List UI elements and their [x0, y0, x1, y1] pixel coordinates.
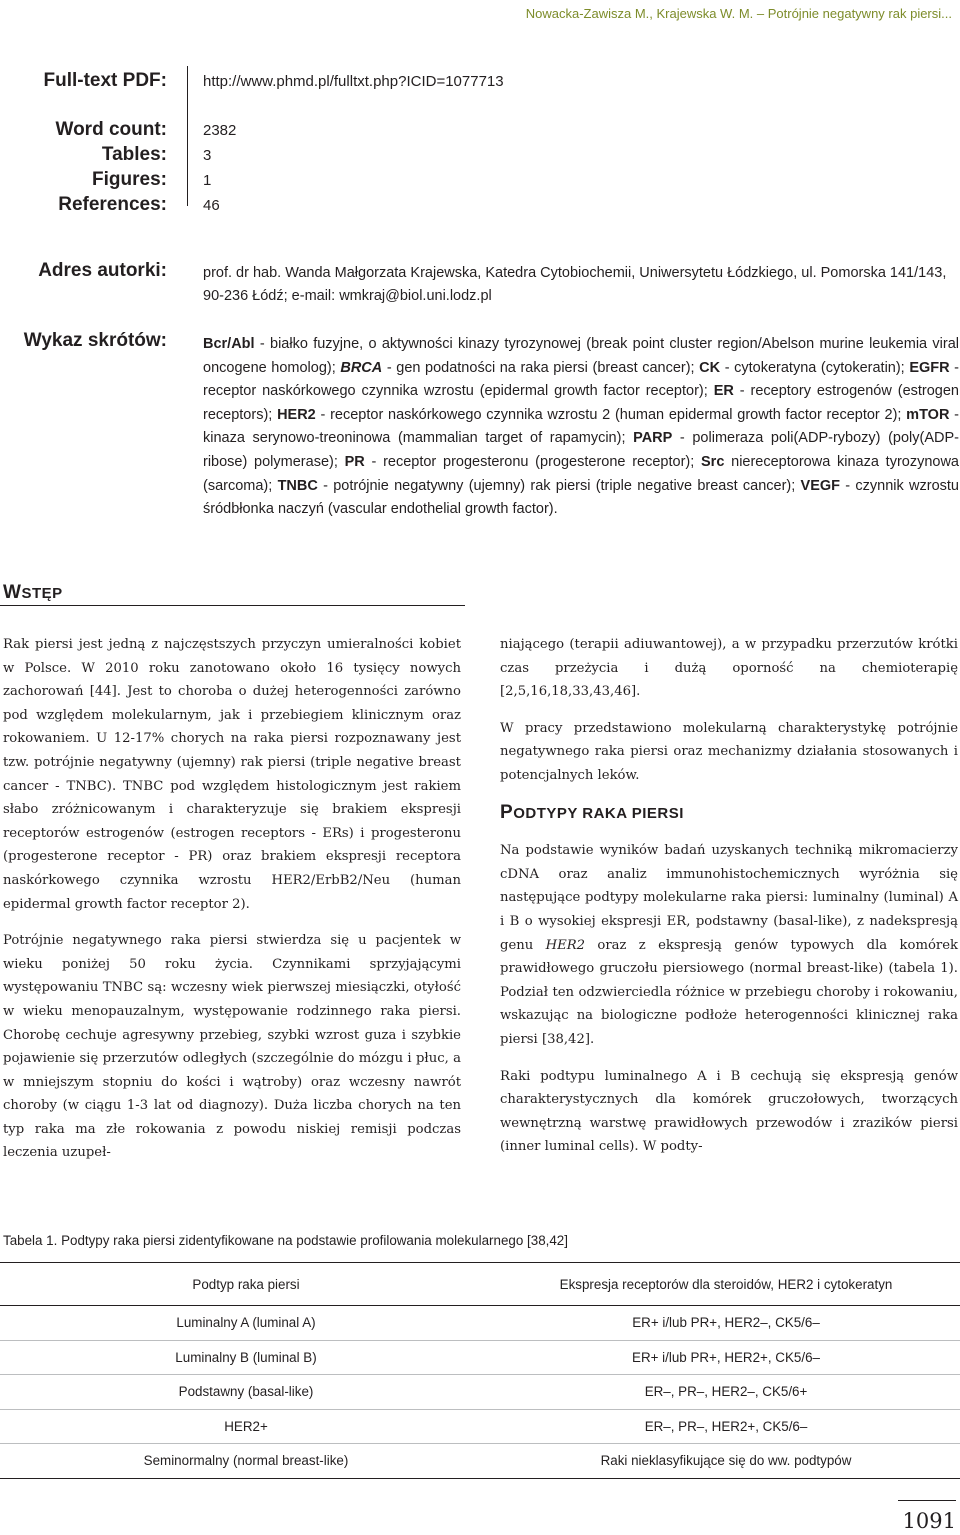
table-cell: Luminalny B (luminal B)	[0, 1340, 492, 1375]
table-cell: Raki nieklasyfikujące się do ww. podtypów	[492, 1444, 960, 1479]
running-head: Nowacka-Zawisza M., Krajewska W. M. – Potrójnie negatywny rak piersi...	[525, 6, 952, 21]
address-label: Adres autorki:	[38, 260, 167, 281]
table-header-row	[0, 1263, 960, 1306]
abbreviation-definition: - kinaza serynowo-treoninowa (mammalian target of rapamycin);	[203, 406, 959, 447]
meta-row-word-count	[0, 119, 960, 144]
subtypes-table	[0, 1262, 960, 1479]
abbreviation-definition: - receptory estrogenów (estrogen receptors);	[203, 383, 959, 423]
table-caption: Tabela 1. Podtypy raka piersi zidentyfikowane na podstawie profilowania molekularnego [38,42]	[3, 1233, 568, 1248]
table-cell: HER2+	[0, 1409, 492, 1444]
abbreviation-definition: - gen podatności na raka piersi (breast cancer);	[382, 359, 700, 376]
table-cell: Seminormalny (normal breast-like)	[0, 1444, 492, 1479]
table-cell: Luminalny A (luminal A)	[0, 1306, 492, 1341]
table-cell: ER–, PR–, HER2+, CK5/6–	[492, 1409, 960, 1444]
abbreviation-definition: - czynnik wzrostu śródbłonka naczyń (vascular endothelial growth factor).	[203, 477, 959, 518]
abbreviation-definition: - receptor naskórkowego czynnika wzrostu (epidermal growth factor receptor);	[203, 359, 960, 400]
abbreviation-term: TNBC	[277, 477, 318, 494]
meta-row-references	[0, 194, 960, 219]
meta-label: Full-text PDF:	[43, 70, 167, 91]
section-heading-podtypy: PODTYPY RAKA PIERSI	[500, 801, 684, 823]
table-row	[0, 1444, 960, 1479]
paragraph: Rak piersi jest jedną z najczęstszych przyczyn umieralności kobiet w Polsce. W 2010 roku zanotowano około 16 tysięcy nowych zachorowań [44]. Jest to choroba o dużej heterogenności zarówno pod względem molekularnym, jak i przebiegiem klinicznym oraz rokowaniem. U 12-17% chorych na raka piersi rozpoznawany jest tzw. potrójnie negatywny (ujemny) rak piersi (triple negative breast cancer - TNBC). TNBC pod względem histologicznym jest rakiem słabo zróżnicowanym i charakteryzuje się brakiem ekspresji receptorów estrogenów (estrogen receptors - ERs) i progesteronu (progesterone receptor - PR) oraz brakiem ekspresji receptora naskórkowego czynnika wzrostu HER2/ErbB2/Neu (human epidermal growth factor receptor 2).	[3, 637, 461, 912]
gene-name: HER2	[545, 937, 586, 953]
paragraph: niającego (terapii adiuwantowej), a w przypadku przerzutów krótki czas przeżycia i dużą oporność na chemioterapię [2,5,16,18,33,43,46].	[500, 637, 958, 700]
meta-label: Figures:	[92, 169, 167, 190]
column-header: Ekspresja receptorów dla steroidów, HER2 i cytokeratyn	[492, 1263, 960, 1306]
left-column	[3, 633, 461, 1178]
meta-label: References:	[58, 194, 167, 215]
abbreviation-term: ER	[713, 383, 734, 400]
abbreviation-term: EGFR	[909, 359, 950, 376]
abbreviation-term: CK	[699, 359, 721, 376]
right-column	[500, 633, 958, 1172]
meta-row-figures	[0, 169, 960, 194]
abbreviation-term: PARP	[633, 430, 673, 447]
table-cell: Podstawny (basal-like)	[0, 1375, 492, 1410]
page-number: 1091	[902, 1509, 956, 1533]
meta-value: 46	[203, 197, 220, 214]
table-row	[0, 1409, 960, 1444]
section-rule	[0, 605, 465, 606]
abbreviation-definition: - receptor naskórkowego czynnika wzrostu 2 (human epidermal growth factor receptor 2);	[315, 406, 907, 423]
meta-value: 3	[203, 147, 212, 164]
address-text: prof. dr hab. Wanda Małgorzata Krajewska, Katedra Cytobiochemii, Uniwersytetu Łódzkiego, ul. Pomorska 141/143, 90-236 Łódź; e-mail: wmkraj@biol.uni.lodz.pl	[203, 265, 947, 304]
meta-label: Word count:	[55, 119, 167, 140]
table-row	[0, 1340, 960, 1375]
abbreviation-definition: niereceptorowa kinaza tyrozynowa (sarcoma);	[203, 453, 959, 494]
table-cell: ER+ i/lub PR+, HER2–, CK5/6–	[492, 1306, 960, 1341]
meta-label: Tables:	[101, 144, 167, 165]
table-row	[0, 1375, 960, 1410]
abbreviation-term: mTOR	[906, 406, 950, 423]
column-header: Podtyp raka piersi	[0, 1263, 492, 1306]
paragraph: Potrójnie negatywnego raka piersi stwierdza się u pacjentek w wieku poniżej 50 roku życia. Czynnikami sprzyjającymi występowaniu TNBC są: wczesny wiek pierwszej miesiączki, otyłość w wieku menopauzalnym, występowanie rodzinnego raka piersi. Chorobę cechuje agresywny przebieg, szybki wzrost guza i szybkie pojawienie się przerzutów odległych (szczególnie do mózgu i płuc, a w mniejszym stopniu do kości i wątroby) oraz wczesny nawrót choroby (w ciągu 1-3 lat od diagnozy). Duża liczba chorych na ten typ raka ma złe rokowania z powodu niskiej remisji podczas leczenia uzupeł-	[3, 933, 461, 1161]
abbreviation-definition: - białko fuzyjne, o aktywności kinazy tyrozynowej (break point cluster region/Abelson murine leukemia viral oncogene homolog);	[203, 336, 959, 376]
abbreviation-term: BRCA	[340, 359, 383, 376]
abbreviation-term: VEGF	[800, 477, 841, 494]
abbreviation-term: HER2	[277, 406, 316, 423]
article-meta	[0, 70, 960, 215]
abbreviation-definition: - cytokeratyna (cytokeratin);	[720, 359, 910, 376]
paragraph: W pracy przedstawiono molekularną charakterystykę potrójnie negatywnego raka piersi oraz mechanizmy działania stosowanych i potencjalnych leków.	[500, 720, 958, 783]
page-number-rule	[898, 1500, 956, 1501]
table-cell: ER–, PR–, HER2–, CK5/6+	[492, 1375, 960, 1410]
abbreviation-definition: - polimeraza poli(ADP-rybozy) (poly(ADP-ribose) polymerase);	[203, 430, 959, 470]
table-row	[0, 1306, 960, 1341]
meta-row-fulltext	[0, 70, 960, 95]
meta-row-tables	[0, 144, 960, 169]
paragraph: Raki podtypu luminalnego A i B cechują się ekspresją genów charakterystycznych dla komórek gruczołowych, tworzących wewnętrzną warstwę prawidłowych przewodów i zrazików piersi (inner luminal cells). W podty-	[500, 1068, 958, 1155]
abbreviation-term: PR	[344, 453, 365, 470]
abbreviation-definition: - receptor progesteronu (progesterone receptor);	[364, 453, 701, 470]
meta-value: 1	[203, 172, 212, 189]
section-heading-wstep: WSTĘP	[3, 582, 63, 603]
meta-value-url[interactable]: http://www.phmd.pl/fulltxt.php?ICID=1077713	[203, 73, 504, 90]
abbreviation-term: Bcr/Abl	[203, 336, 255, 352]
table-cell: ER+ i/lub PR+, HER2+, CK5/6–	[492, 1340, 960, 1375]
abbreviations-label: Wykaz skrótów:	[23, 330, 167, 351]
abbreviation-term: Src	[701, 453, 725, 470]
meta-value: 2382	[203, 122, 237, 139]
paragraph: Na podstawie wyników badań uzyskanych techniką mikromacierzy cDNA oraz analiz immunohistochemicznych wyróżnia się następujące podtypy molekularne raka piersi: luminalny (luminal) A i B o wysokiej ekspresji ER, podstawny (basal-like), z nadekspresją genu HER2 oraz z ekspresją genów typowych dla komórek prawidłowego gruczołu piersiowego (normal breast-like) (tabela 1). Podział ten odzwierciedla różnice w przebiegu choroby i rokowaniu, wskazując na biologiczne podłoże heterogenności klinicznej raka piersi [38,42].	[500, 843, 958, 1047]
abbreviations-text	[203, 333, 959, 522]
abbreviation-definition: - potrójnie negatywny (ujemny) rak piersi (triple negative breast cancer);	[317, 477, 801, 494]
